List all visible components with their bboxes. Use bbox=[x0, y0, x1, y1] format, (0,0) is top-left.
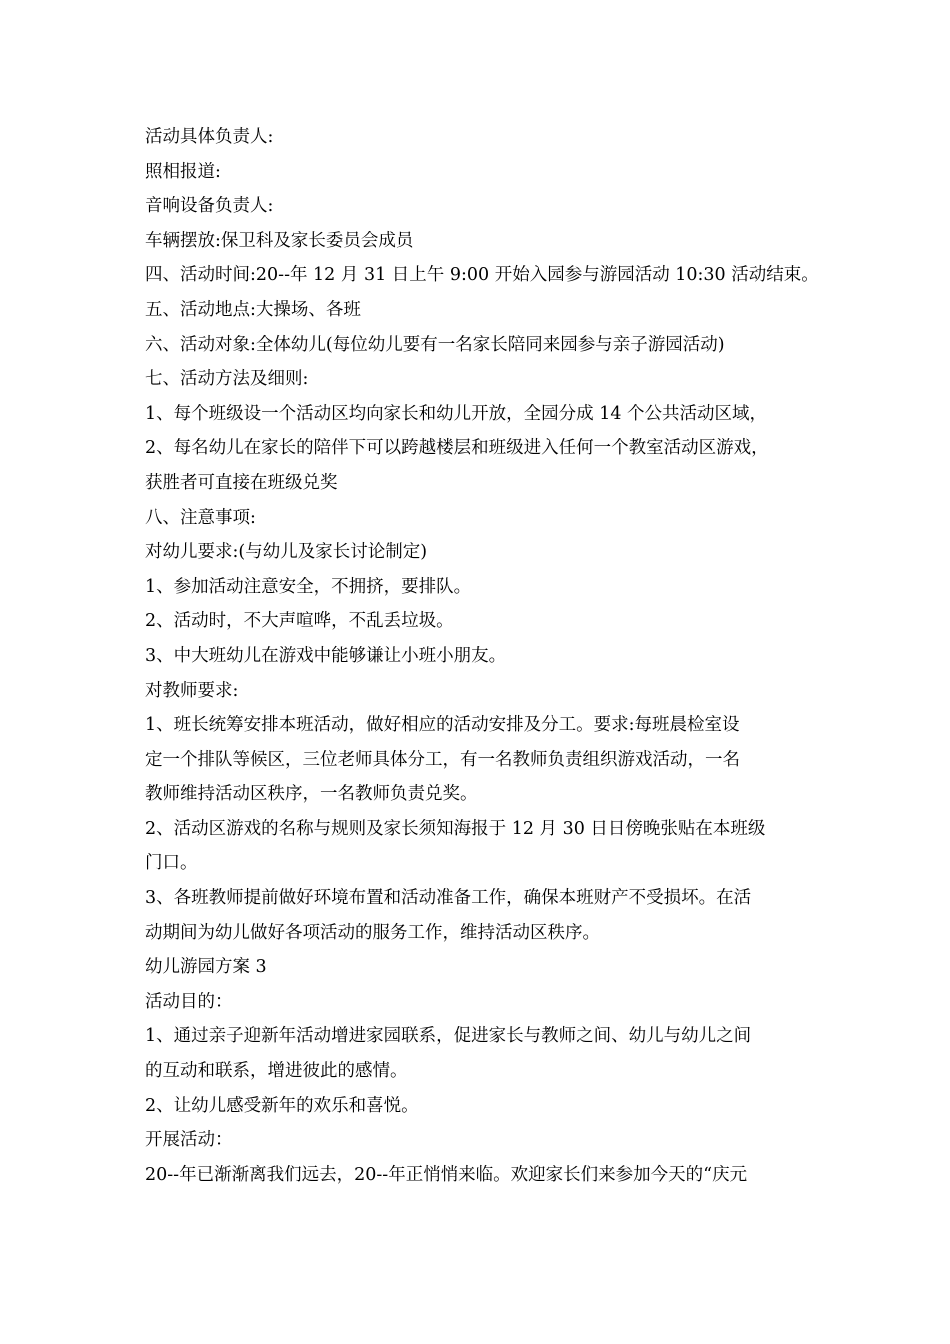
text-line: 2、活动时，不大声喧哗，不乱丢垃圾。 bbox=[145, 611, 454, 632]
text-line: 四、活动时间:20--年 12 月 31 日上午 9:00 开始入园参与游园活动 10:30 活动结束。 bbox=[145, 265, 819, 286]
text-line: 获胜者可直接在班级兑奖 bbox=[145, 472, 338, 493]
text-line: 门口。 bbox=[145, 853, 198, 874]
text-line: 的互动和联系，增进彼此的感情。 bbox=[145, 1061, 408, 1082]
text-line: 活动具体负责人: bbox=[145, 127, 274, 147]
text-line: 1、参加活动注意安全，不拥挤，要排队。 bbox=[145, 576, 472, 597]
text-line: 2、每名幼儿在家长的陪伴下可以跨越楼层和班级进入任何一个教室活动区游戏， bbox=[145, 438, 769, 459]
text-line: 1、班长统筹安排本班活动，做好相应的活动安排及分工。要求:每班晨检室设 bbox=[145, 715, 740, 736]
text-line: 音响设备负责人: bbox=[145, 196, 274, 217]
text-line: 五、活动地点:大操场、各班 bbox=[145, 299, 361, 320]
document-body bbox=[145, 120, 825, 1192]
text-line: 定一个排队等候区，三位老师具体分工，有一名教师负责组织游戏活动，一名 bbox=[145, 749, 740, 770]
text-line: 对教师要求: bbox=[145, 680, 239, 701]
text-line: 动期间为幼儿做好各项活动的服务工作，维持活动区秩序。 bbox=[145, 922, 600, 943]
text-line: 六、活动对象:全体幼儿(每位幼儿要有一名家长陪同来园参与亲子游园活动) bbox=[145, 334, 725, 355]
text-line: 3、各班教师提前做好环境布置和活动准备工作，确保本班财产不受损坏。在活 bbox=[145, 888, 752, 909]
text-line: 1、每个班级设一个活动区均向家长和幼儿开放，全园分成 14 个公共活动区域， bbox=[145, 403, 768, 424]
text-line: 活动目的： bbox=[145, 991, 233, 1012]
text-line: 3、中大班幼儿在游戏中能够谦让小班小朋友。 bbox=[145, 645, 507, 666]
text-line: 车辆摆放:保卫科及家长委员会成员 bbox=[145, 230, 414, 251]
text-line: 照相报道: bbox=[145, 161, 221, 182]
section-heading: 八、注意事项: bbox=[145, 507, 256, 528]
text-line: 教师维持活动区秩序，一名教师负责兑奖。 bbox=[145, 784, 478, 805]
section-title: 幼儿游园方案 3 bbox=[145, 957, 267, 978]
text-line: 2、活动区游戏的名称与规则及家长须知海报于 12 月 30 日日傍晚张贴在本班级 bbox=[145, 818, 766, 839]
text-line: 1、通过亲子迎新年活动增进家园联系，促进家长与教师之间、幼儿与幼儿之间 bbox=[145, 1026, 752, 1047]
text-line: 开展活动： bbox=[145, 1130, 233, 1151]
text-line: 对幼儿要求:(与幼儿及家长讨论制定) bbox=[145, 542, 428, 563]
text-line: 20--年已渐渐离我们远去，20--年正悄悄来临。欢迎家长们来参加今天的“庆元 bbox=[145, 1164, 748, 1185]
text-line: 2、让幼儿感受新年的欢乐和喜悦。 bbox=[145, 1095, 419, 1116]
section-heading: 七、活动方法及细则: bbox=[145, 369, 309, 390]
